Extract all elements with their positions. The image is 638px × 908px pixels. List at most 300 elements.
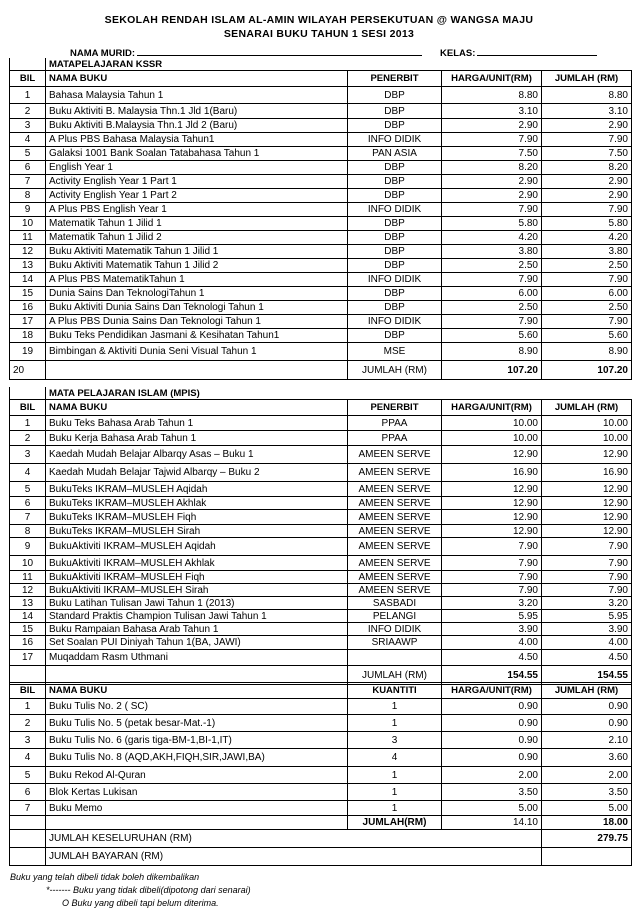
unit-price-cell: 3.20 — [442, 597, 542, 610]
unit-price-cell: 7.90 — [442, 538, 542, 556]
table-row — [10, 699, 632, 715]
total-cell: 0.90 — [542, 699, 632, 715]
section-title: MATAPELAJARAN KSSR — [46, 58, 348, 71]
total-cell: 10.00 — [542, 431, 632, 446]
book-name-cell: BukuAktiviti IKRAM–MUSLEH Fiqh — [46, 571, 348, 584]
unit-price-cell: 12.90 — [442, 446, 542, 464]
publisher-cell: INFO DIDIK — [348, 315, 442, 329]
bil-cell: 14 — [10, 610, 46, 623]
total-cell: 7.90 — [542, 571, 632, 584]
table-row — [10, 767, 632, 784]
bil-cell: 2 — [10, 715, 46, 732]
bil-cell: 6 — [10, 161, 46, 175]
total-cell: 6.00 — [542, 287, 632, 301]
unit-price-cell: 7.90 — [442, 203, 542, 217]
book-name-cell: BukuTeks IKRAM–MUSLEH Akhlak — [46, 497, 348, 510]
table-row — [10, 497, 632, 510]
unit-price-header: HARGA/UNIT(RM) — [442, 683, 542, 699]
publisher-cell: 1 — [348, 715, 442, 732]
unit-price-cell: 3.50 — [442, 784, 542, 801]
blank-cell — [348, 387, 632, 400]
unit-price-cell: 6.00 — [442, 287, 542, 301]
total-cell: 3.80 — [542, 245, 632, 259]
kssr-table — [9, 58, 632, 380]
table-row — [10, 650, 632, 666]
total-cell: 16.90 — [542, 464, 632, 482]
table-row — [10, 147, 632, 161]
total-cell: 5.80 — [542, 217, 632, 231]
unit-price-cell: 7.90 — [442, 315, 542, 329]
bil-cell: 12 — [10, 584, 46, 597]
book-name-cell: Buku Kerja Bahasa Arab Tahun 1 — [46, 431, 348, 446]
publisher-cell: PPAA — [348, 431, 442, 446]
unit-price-cell: 4.20 — [442, 231, 542, 245]
bil-cell: 12 — [10, 245, 46, 259]
publisher-cell: AMEEN SERVE — [348, 510, 442, 525]
unit-price-cell: 0.90 — [442, 715, 542, 732]
publisher-cell: DBP — [348, 189, 442, 203]
total-header: JUMLAH (RM) — [542, 683, 632, 699]
book-name-cell: A Plus PBS Dunia Sains Dan Teknologi Tahun 1 — [46, 315, 348, 329]
unit-price-cell: 8.90 — [442, 343, 542, 361]
total-header: JUMLAH (RM) — [542, 400, 632, 416]
book-name-cell: Bahasa Malaysia Tahun 1 — [46, 87, 348, 104]
book-name-cell: BukuTeks IKRAM–MUSLEH Fiqh — [46, 510, 348, 525]
publisher-cell: 3 — [348, 732, 442, 749]
publisher-cell: DBP — [348, 329, 442, 343]
total-cell: 0.90 — [542, 715, 632, 732]
table-row — [10, 343, 632, 361]
unit-price-cell: 5.00 — [442, 801, 542, 816]
payment-value-cell — [542, 848, 632, 866]
table-row — [10, 329, 632, 343]
table-row — [10, 287, 632, 301]
total-cell: 7.90 — [542, 556, 632, 571]
unit-price-cell: 12.90 — [442, 497, 542, 510]
publisher-cell: MSE — [348, 343, 442, 361]
unit-price-cell: 3.10 — [442, 104, 542, 119]
unit-price-cell: 16.90 — [442, 464, 542, 482]
publisher-cell: PAN ASIA — [348, 147, 442, 161]
bil-cell: 3 — [10, 732, 46, 749]
bil-cell: 20 — [10, 361, 46, 380]
total-cell: 7.90 — [542, 133, 632, 147]
unit-price-cell: 4.50 — [442, 650, 542, 666]
total-cell: 3.50 — [542, 784, 632, 801]
total-cell: 5.60 — [542, 329, 632, 343]
table-row — [10, 104, 632, 119]
bil-cell: 13 — [10, 597, 46, 610]
publisher-cell: PELANGI — [348, 610, 442, 623]
publisher-cell: DBP — [348, 87, 442, 104]
total-cell: 4.00 — [542, 636, 632, 650]
unit-price-cell: 5.80 — [442, 217, 542, 231]
blank-cell — [46, 361, 348, 380]
unit-price-header: HARGA/UNIT(RM) — [442, 400, 542, 416]
unit-price-cell: 12.90 — [442, 525, 542, 538]
bil-cell: 9 — [10, 203, 46, 217]
bil-cell: 19 — [10, 343, 46, 361]
total-cell: 12.90 — [542, 510, 632, 525]
unit-price-cell: 2.90 — [442, 189, 542, 203]
publisher-cell: INFO DIDIK — [348, 623, 442, 636]
total-label: JUMLAH (RM) — [348, 666, 442, 685]
unit-price-cell: 7.90 — [442, 273, 542, 287]
unit-price-cell: 10.00 — [442, 431, 542, 446]
exercise-books-table — [9, 682, 632, 866]
book-name-cell: Kaedah Mudah Belajar Tajwid Albarqy – Buku 2 — [46, 464, 348, 482]
unit-price-cell: 7.90 — [442, 556, 542, 571]
table-row — [10, 482, 632, 497]
table-row — [10, 273, 632, 287]
publisher-header: KUANTITI — [348, 683, 442, 699]
publisher-cell: AMEEN SERVE — [348, 525, 442, 538]
unit-price-cell: 0.90 — [442, 749, 542, 767]
publisher-cell: AMEEN SERVE — [348, 446, 442, 464]
table-row — [10, 732, 632, 749]
section-title-row — [10, 387, 632, 400]
class-line[interactable] — [477, 46, 597, 56]
book-name-cell: Muqaddam Rasm Uthmani — [46, 650, 348, 666]
bil-cell: 1 — [10, 699, 46, 715]
publisher-cell: INFO DIDIK — [348, 133, 442, 147]
bil-cell: 16 — [10, 301, 46, 315]
publisher-header: PENERBIT — [348, 71, 442, 87]
unit-price-cell: 7.50 — [442, 147, 542, 161]
total-cell: 4.50 — [542, 650, 632, 666]
table-row — [10, 301, 632, 315]
publisher-cell: AMEEN SERVE — [348, 538, 442, 556]
book-name-cell: Galaksi 1001 Bank Soalan Tatabahasa Tahun 1 — [46, 147, 348, 161]
total-label: JUMLAH(RM) — [348, 816, 442, 830]
bil-cell: 13 — [10, 259, 46, 273]
bil-cell: 11 — [10, 571, 46, 584]
unit-price-cell: 3.80 — [442, 245, 542, 259]
table-row — [10, 464, 632, 482]
bil-cell: 1 — [10, 416, 46, 431]
bil-cell: 2 — [10, 431, 46, 446]
total-header: JUMLAH (RM) — [542, 71, 632, 87]
bil-cell: 2 — [10, 104, 46, 119]
book-name-cell: Set Soalan PUI Diniyah Tahun 1(BA, JAWI) — [46, 636, 348, 650]
book-name-cell: Activity English Year 1 Part 2 — [46, 189, 348, 203]
publisher-cell: AMEEN SERVE — [348, 556, 442, 571]
table-row — [10, 571, 632, 584]
bil-cell: 4 — [10, 749, 46, 767]
total-cell: 3.60 — [542, 749, 632, 767]
book-name-cell: Dunia Sains Dan TeknologiTahun 1 — [46, 287, 348, 301]
bil-cell: 6 — [10, 497, 46, 510]
total-cell: 12.90 — [542, 482, 632, 497]
unit-price-cell: 2.50 — [442, 301, 542, 315]
unit-price-cell: 12.90 — [442, 510, 542, 525]
total-cell: 4.20 — [542, 231, 632, 245]
book-name-cell: BukuAktiviti IKRAM–MUSLEH Akhlak — [46, 556, 348, 571]
publisher-header: PENERBIT — [348, 400, 442, 416]
publisher-cell: 1 — [348, 801, 442, 816]
table-row — [10, 784, 632, 801]
book-name-cell: Buku Tulis No. 2 ( SC) — [46, 699, 348, 715]
total-cell: 3.10 — [542, 104, 632, 119]
unit-price-cell: 10.00 — [442, 416, 542, 431]
table-row — [10, 175, 632, 189]
unit-price-cell: 0.90 — [442, 699, 542, 715]
publisher-cell: AMEEN SERVE — [348, 464, 442, 482]
total-cell: 7.90 — [542, 538, 632, 556]
bil-cell: 5 — [10, 767, 46, 784]
bil-cell: 4 — [10, 133, 46, 147]
grand-total-label: JUMLAH KESELURUHAN (RM) — [46, 830, 542, 848]
table-row — [10, 217, 632, 231]
student-name-line[interactable] — [137, 46, 422, 56]
section-title-row — [10, 58, 632, 71]
unit-price-cell: 4.00 — [442, 636, 542, 650]
book-name-cell: Buku Teks Pendidikan Jasmani & Kesihatan Tahun1 — [46, 329, 348, 343]
bil-cell: 7 — [10, 510, 46, 525]
unit-price-cell: 7.90 — [442, 133, 542, 147]
total-cell: 8.90 — [542, 343, 632, 361]
total-unit-price: 14.10 — [442, 816, 542, 830]
total-cell: 12.90 — [542, 446, 632, 464]
book-name-cell: BukuTeks IKRAM–MUSLEH Sirah — [46, 525, 348, 538]
table-row — [10, 431, 632, 446]
blank-cell — [10, 816, 46, 830]
bil-cell: 3 — [10, 446, 46, 464]
total-label: JUMLAH (RM) — [348, 361, 442, 380]
school-title: SEKOLAH RENDAH ISLAM AL-AMIN WILAYAH PERSEKUTUAN @ WANGSA MAJU — [104, 14, 534, 26]
publisher-cell: DBP — [348, 161, 442, 175]
publisher-cell: 1 — [348, 784, 442, 801]
table-row — [10, 749, 632, 767]
table-row — [10, 525, 632, 538]
publisher-cell: AMEEN SERVE — [348, 497, 442, 510]
table-row — [10, 87, 632, 104]
unit-price-cell: 2.00 — [442, 767, 542, 784]
book-name-cell: Standard Praktis Champion Tulisan Jawi Tahun 1 — [46, 610, 348, 623]
table-row — [10, 416, 632, 431]
payment-row — [10, 848, 632, 866]
table-row — [10, 510, 632, 525]
table-row — [10, 584, 632, 597]
total-cell: 5.95 — [542, 610, 632, 623]
total-cell: 7.90 — [542, 273, 632, 287]
book-name-cell: Buku Aktiviti B.Malaysia Thn.1 Jld 2 (Baru) — [46, 119, 348, 133]
book-name-cell: Bimbingan & Aktiviti Dunia Seni Visual Tahun 1 — [46, 343, 348, 361]
publisher-cell: INFO DIDIK — [348, 203, 442, 217]
publisher-cell: SRIAAWP — [348, 636, 442, 650]
unit-price-cell: 5.60 — [442, 329, 542, 343]
total-cell: 5.00 — [542, 801, 632, 816]
unit-price-header: HARGA/UNIT(RM) — [442, 71, 542, 87]
total-cell: 8.20 — [542, 161, 632, 175]
table-row — [10, 231, 632, 245]
column-header-row — [10, 71, 632, 87]
bil-header: BIL — [10, 683, 46, 699]
grand-total-value: 279.75 — [542, 830, 632, 848]
total-cell: 3.90 — [542, 623, 632, 636]
book-name-cell: Buku Aktiviti Dunia Sains Dan Teknologi Tahun 1 — [46, 301, 348, 315]
table-row — [10, 189, 632, 203]
table-row — [10, 623, 632, 636]
table-row — [10, 203, 632, 217]
payment-label: JUMLAH BAYARAN (RM) — [46, 848, 542, 866]
unit-price-cell: 12.90 — [442, 482, 542, 497]
book-name-cell: Matematik Tahun 1 Jilid 1 — [46, 217, 348, 231]
book-name-cell: Matematik Tahun 1 Jilid 2 — [46, 231, 348, 245]
table-row — [10, 315, 632, 329]
unit-price-cell: 8.80 — [442, 87, 542, 104]
publisher-cell: INFO DIDIK — [348, 273, 442, 287]
book-name-cell: Buku Tulis No. 5 (petak besar-Mat.-1) — [46, 715, 348, 732]
blank-cell — [10, 387, 46, 400]
total-cell: 7.90 — [542, 584, 632, 597]
note-not-received: O Buku yang dibeli tapi belum diterima. — [62, 898, 219, 908]
total-cell: 7.50 — [542, 147, 632, 161]
table-row — [10, 446, 632, 464]
table-row — [10, 161, 632, 175]
table-row — [10, 133, 632, 147]
list-title: SENARAI BUKU TAHUN 1 SESI 2013 — [223, 28, 415, 40]
total-cell: 3.20 — [542, 597, 632, 610]
publisher-cell: DBP — [348, 245, 442, 259]
blank-cell — [10, 58, 46, 71]
unit-price-cell: 0.90 — [442, 732, 542, 749]
publisher-cell: DBP — [348, 217, 442, 231]
unit-price-cell: 7.90 — [442, 584, 542, 597]
total-cell: 8.80 — [542, 87, 632, 104]
publisher-cell: DBP — [348, 301, 442, 315]
bil-cell: 9 — [10, 538, 46, 556]
unit-price-cell: 8.20 — [442, 161, 542, 175]
total-cell: 12.90 — [542, 497, 632, 510]
blank-cell — [10, 830, 46, 848]
column-header-row — [10, 683, 632, 699]
book-name-header: NAMA BUKU — [46, 683, 348, 699]
bil-header: BIL — [10, 71, 46, 87]
bil-cell: 8 — [10, 525, 46, 538]
publisher-cell: 1 — [348, 767, 442, 784]
total-cell: 2.50 — [542, 259, 632, 273]
bil-cell: 10 — [10, 217, 46, 231]
unit-price-cell: 5.95 — [442, 610, 542, 623]
note-not-bought: *------- Buku yang tidak dibeli(dipotong dari senarai) — [46, 885, 251, 895]
bil-cell: 11 — [10, 231, 46, 245]
mpis-table — [9, 387, 632, 685]
book-name-cell: Buku Rampaian Bahasa Arab Tahun 1 — [46, 623, 348, 636]
book-name-header: NAMA BUKU — [46, 400, 348, 416]
publisher-cell: 4 — [348, 749, 442, 767]
blank-cell — [10, 848, 46, 866]
unit-price-cell: 2.90 — [442, 175, 542, 189]
book-name-cell: Activity English Year 1 Part 1 — [46, 175, 348, 189]
student-name-label: NAMA MURID: — [70, 48, 136, 59]
publisher-cell: DBP — [348, 231, 442, 245]
table-row — [10, 556, 632, 571]
total-cell: 10.00 — [542, 416, 632, 431]
book-name-cell: Buku Latihan Tulisan Jawi Tahun 1 (2013) — [46, 597, 348, 610]
blank-cell — [46, 816, 348, 830]
bil-cell: 7 — [10, 175, 46, 189]
publisher-cell — [348, 650, 442, 666]
book-name-cell: Buku Memo — [46, 801, 348, 816]
bil-cell: 8 — [10, 189, 46, 203]
total-cell: 2.90 — [542, 119, 632, 133]
total-cell: 2.90 — [542, 175, 632, 189]
publisher-cell: DBP — [348, 175, 442, 189]
total-cell: 7.90 — [542, 203, 632, 217]
book-name-cell: A Plus PBS English Year 1 — [46, 203, 348, 217]
book-name-cell: BukuAktiviti IKRAM–MUSLEH Aqidah — [46, 538, 348, 556]
book-name-cell: A Plus PBS MatematikTahun 1 — [46, 273, 348, 287]
bil-cell: 17 — [10, 315, 46, 329]
total-unit-price: 107.20 — [442, 361, 542, 380]
grand-total-row — [10, 830, 632, 848]
publisher-cell: AMEEN SERVE — [348, 584, 442, 597]
total-cell: 12.90 — [542, 525, 632, 538]
book-name-header: NAMA BUKU — [46, 71, 348, 87]
publisher-cell: DBP — [348, 104, 442, 119]
publisher-cell: AMEEN SERVE — [348, 571, 442, 584]
unit-price-cell: 2.90 — [442, 119, 542, 133]
bil-cell: 7 — [10, 801, 46, 816]
publisher-cell: DBP — [348, 119, 442, 133]
book-name-cell: Buku Aktiviti B. Malaysia Thn.1 Jld 1(Baru) — [46, 104, 348, 119]
book-name-cell: English Year 1 — [46, 161, 348, 175]
publisher-cell: PPAA — [348, 416, 442, 431]
grand-total-kssr: 107.20 — [542, 361, 632, 380]
bil-cell: 18 — [10, 329, 46, 343]
grand-total-mpis: 154.55 — [542, 666, 632, 685]
unit-price-cell: 3.90 — [442, 623, 542, 636]
book-name-cell: Buku Aktiviti Matematik Tahun 1 Jilid 2 — [46, 259, 348, 273]
book-name-cell: Buku Tulis No. 8 (AQD,AKH,FIQH,SIR,JAWI,BA) — [46, 749, 348, 767]
total-cell: 2.90 — [542, 189, 632, 203]
publisher-cell: DBP — [348, 259, 442, 273]
publisher-cell: DBP — [348, 287, 442, 301]
bil-cell: 4 — [10, 464, 46, 482]
section-title: MATA PELAJARAN ISLAM (MPIS) — [46, 387, 348, 400]
blank-cell — [348, 58, 632, 71]
total-cell: 2.10 — [542, 732, 632, 749]
bil-cell: 15 — [10, 287, 46, 301]
table-row — [10, 259, 632, 273]
note-no-return: Buku yang telah dibeli tidak boleh dikembalikan — [10, 872, 200, 882]
bil-cell: 14 — [10, 273, 46, 287]
bil-cell: 3 — [10, 119, 46, 133]
book-name-cell: BukuTeks IKRAM–MUSLEH Aqidah — [46, 482, 348, 497]
bil-cell: 10 — [10, 556, 46, 571]
book-name-cell: BukuAktiviti IKRAM–MUSLEH Sirah — [46, 584, 348, 597]
book-name-cell: Buku Rekod Al-Quran — [46, 767, 348, 784]
unit-price-cell: 7.90 — [442, 571, 542, 584]
bil-cell: 15 — [10, 623, 46, 636]
unit-price-cell: 2.50 — [442, 259, 542, 273]
bil-cell: 1 — [10, 87, 46, 104]
column-header-row — [10, 400, 632, 416]
table-row — [10, 597, 632, 610]
grand-total-tulis: 18.00 — [542, 816, 632, 830]
publisher-cell: 1 — [348, 699, 442, 715]
total-row — [10, 816, 632, 830]
book-name-cell: Kaedah Mudah Belajar Albarqy Asas – Buku 1 — [46, 446, 348, 464]
publisher-cell: AMEEN SERVE — [348, 482, 442, 497]
book-name-cell: Buku Teks Bahasa Arab Tahun 1 — [46, 416, 348, 431]
book-name-cell: Buku Tulis No. 6 (garis tiga-BM-1,BI-1,IT) — [46, 732, 348, 749]
table-row — [10, 636, 632, 650]
table-row — [10, 245, 632, 259]
table-row — [10, 538, 632, 556]
bil-header: BIL — [10, 400, 46, 416]
